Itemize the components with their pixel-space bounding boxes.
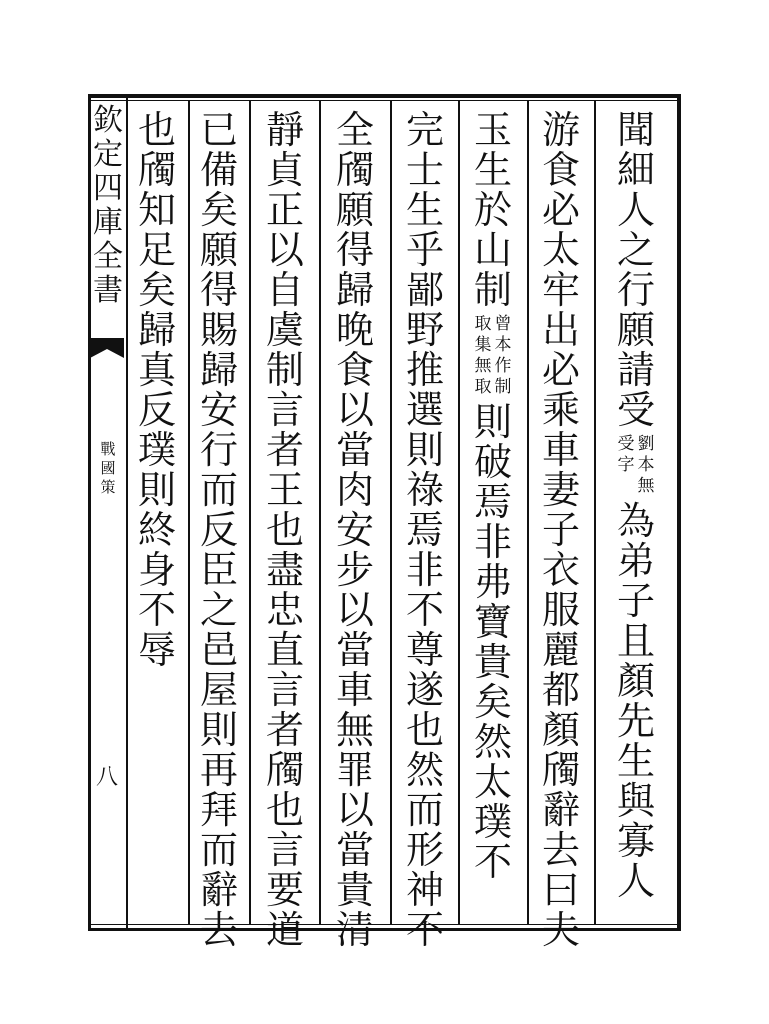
glyph: 人 [616,188,655,232]
glyph: 以 [265,228,304,272]
glyph: 歸 [199,348,238,392]
glyph: 斶 [265,748,304,792]
glyph: 先 [616,699,655,743]
glyph: 貴 [473,640,512,684]
glyph: 祿 [405,468,444,512]
note-glyph: 本 [637,455,655,475]
glyph: 拜 [199,788,238,832]
margin-page-number: 八 [96,765,119,790]
column-divider [594,100,596,925]
text-column-6 [263,110,307,950]
glyph: 無 [335,708,374,752]
glyph: 四 [93,171,123,206]
glyph: 願 [616,308,655,352]
glyph: 不 [137,588,176,632]
glyph: 辭 [199,868,238,912]
glyph: 完 [405,108,444,152]
glyph: 璞 [137,428,176,472]
glyph: 都 [541,668,580,712]
glyph: 安 [199,388,238,432]
glyph: 肉 [335,468,374,512]
glyph: 不 [473,840,512,884]
glyph: 之 [199,588,238,632]
frame-top-rule-thin [88,100,680,101]
glyph: 麗 [541,628,580,672]
note-line [493,314,513,398]
note-glyph: 作 [494,356,512,376]
glyph: 也 [265,508,304,552]
glyph: 矣 [473,680,512,724]
glyph: 之 [616,228,655,272]
glyph: 步 [335,548,374,592]
frame-right-rule [677,94,681,931]
text-column-3 [471,110,515,882]
glyph: 當 [335,828,374,872]
note-glyph: 本 [494,335,512,355]
glyph: 聞 [616,108,655,152]
text-column-5 [333,110,377,950]
text-column-1 [614,110,658,901]
glyph: 者 [265,708,304,752]
glyph: 則 [137,468,176,512]
glyph: 貴 [335,868,374,912]
glyph: 罪 [335,748,374,792]
interlinear-note [473,314,513,398]
glyph: 辱 [137,628,176,672]
glyph: 終 [137,508,176,552]
glyph: 賜 [199,308,238,352]
glyph: 得 [335,228,374,272]
glyph: 矣 [137,268,176,312]
glyph: 則 [473,400,512,444]
glyph: 斶 [541,748,580,792]
glyph: 辭 [541,788,580,832]
glyph: 山 [473,228,512,272]
glyph: 曰 [541,868,580,912]
glyph: 顏 [541,708,580,752]
column-divider [188,100,190,925]
column-divider [390,100,392,925]
frame-bottom-rule-thin [88,924,680,925]
glyph: 直 [265,628,304,672]
glyph: 言 [265,828,304,872]
glyph: 去 [199,908,238,952]
glyph: 邑 [199,628,238,672]
note-line [616,434,636,497]
glyph: 言 [265,388,304,432]
glyph: 全 [335,108,374,152]
glyph: 夫 [541,908,580,952]
glyph: 受 [616,388,655,432]
glyph: 璞 [473,800,512,844]
glyph: 妻 [541,468,580,512]
text-column-7 [197,110,241,950]
glyph: 生 [616,739,655,783]
glyph: 食 [541,148,580,192]
glyph: 破 [473,440,512,484]
glyph: 欽 [93,103,123,138]
glyph: 王 [265,468,304,512]
glyph: 全 [93,239,123,274]
margin-divider [126,94,128,931]
note-glyph: 取 [474,377,492,397]
glyph: 策 [100,478,116,496]
note-glyph: 曾 [494,314,512,334]
glyph: 斶 [335,148,374,192]
glyph: 安 [335,508,374,552]
margin-section [99,440,117,497]
column-divider [319,100,321,925]
glyph: 請 [616,348,655,392]
glyph: 戰 [100,440,116,458]
glyph: 於 [473,188,512,232]
glyph: 車 [335,668,374,712]
glyph: 不 [405,588,444,632]
glyph: 書 [93,273,123,308]
glyph: 遂 [405,668,444,712]
glyph: 子 [616,579,655,623]
glyph: 必 [541,348,580,392]
text-column-4 [403,110,447,950]
glyph: 推 [405,348,444,392]
glyph: 野 [405,308,444,352]
glyph: 顏 [616,659,655,703]
glyph: 也 [137,108,176,152]
glyph: 乎 [405,228,444,272]
glyph: 以 [335,588,374,632]
glyph: 去 [541,828,580,872]
glyph: 行 [616,268,655,312]
note-glyph: 無 [474,356,492,376]
glyph: 虞 [265,308,304,352]
glyph: 生 [473,148,512,192]
glyph: 生 [405,188,444,232]
glyph: 形 [405,828,444,872]
glyph: 以 [335,388,374,432]
glyph: 當 [335,428,374,472]
glyph: 矣 [199,188,238,232]
glyph: 真 [137,348,176,392]
glyph: 庫 [93,205,123,240]
glyph: 再 [199,748,238,792]
glyph: 焉 [405,508,444,552]
glyph: 非 [405,548,444,592]
glyph: 正 [265,188,304,232]
glyph: 足 [137,228,176,272]
glyph: 盡 [265,548,304,592]
glyph: 行 [199,428,238,472]
glyph: 寶 [473,600,512,644]
glyph: 定 [93,137,123,172]
note-glyph: 受 [617,434,635,454]
glyph: 服 [541,588,580,632]
glyph: 屋 [199,668,238,712]
glyph: 當 [335,628,374,672]
glyph: 臣 [199,548,238,592]
column-divider [527,100,529,925]
glyph: 願 [335,188,374,232]
glyph: 自 [265,268,304,312]
glyph: 清 [335,908,374,952]
glyph: 以 [335,788,374,832]
glyph: 非 [473,520,512,564]
glyph: 神 [405,868,444,912]
glyph: 尊 [405,628,444,672]
glyph: 已 [199,108,238,152]
note-glyph: 集 [474,335,492,355]
glyph: 士 [405,148,444,192]
note-glyph: 無 [637,476,655,496]
glyph: 細 [616,148,655,192]
glyph: 弟 [616,539,655,583]
glyph: 靜 [265,108,304,152]
glyph: 斶 [137,148,176,192]
glyph: 忠 [265,588,304,632]
glyph: 言 [265,668,304,712]
glyph: 然 [473,720,512,764]
glyph: 貞 [265,148,304,192]
note-glyph: 字 [617,455,635,475]
glyph: 而 [405,788,444,832]
glyph: 身 [137,548,176,592]
column-divider [458,100,460,925]
glyph: 而 [199,468,238,512]
glyph: 則 [405,428,444,472]
text-column-8 [135,110,179,670]
glyph: 反 [137,388,176,432]
glyph: 衣 [541,548,580,592]
glyph: 晚 [335,308,374,352]
glyph: 然 [405,748,444,792]
glyph: 牢 [541,268,580,312]
glyph: 子 [541,508,580,552]
margin-book-title [90,104,126,308]
frame-top-rule [88,94,680,98]
glyph: 備 [199,148,238,192]
glyph: 知 [137,188,176,232]
glyph: 則 [199,708,238,752]
note-line [473,314,493,398]
glyph: 游 [541,108,580,152]
glyph: 道 [265,908,304,952]
glyph: 焉 [473,480,512,524]
glyph: 太 [541,228,580,272]
glyph: 與 [616,779,655,823]
glyph: 玉 [473,108,512,152]
glyph: 鄙 [405,268,444,312]
glyph: 得 [199,268,238,312]
glyph: 人 [616,859,655,903]
column-divider [249,100,251,925]
fish-tail-mark [90,338,124,358]
glyph: 不 [405,908,444,952]
glyph: 制 [473,268,512,312]
glyph: 反 [199,508,238,552]
glyph: 國 [100,459,116,477]
glyph: 車 [541,428,580,472]
note-glyph: 制 [494,377,512,397]
glyph: 歸 [137,308,176,352]
glyph: 且 [616,619,655,663]
glyph: 為 [616,499,655,543]
glyph: 弗 [473,560,512,604]
interlinear-note [616,434,656,497]
note-glyph: 劉 [637,434,655,454]
glyph: 選 [405,388,444,432]
glyph: 制 [265,348,304,392]
glyph: 必 [541,188,580,232]
glyph: 而 [199,828,238,872]
glyph: 出 [541,308,580,352]
note-glyph: 取 [474,314,492,334]
glyph: 也 [405,708,444,752]
text-column-2 [539,110,583,950]
glyph: 寡 [616,819,655,863]
glyph: 太 [473,760,512,804]
glyph: 者 [265,428,304,472]
note-line [636,434,656,497]
glyph: 也 [265,788,304,832]
glyph: 要 [265,868,304,912]
frame-bottom-rule [88,928,680,931]
glyph: 乘 [541,388,580,432]
glyph: 願 [199,228,238,272]
glyph: 歸 [335,268,374,312]
glyph: 食 [335,348,374,392]
